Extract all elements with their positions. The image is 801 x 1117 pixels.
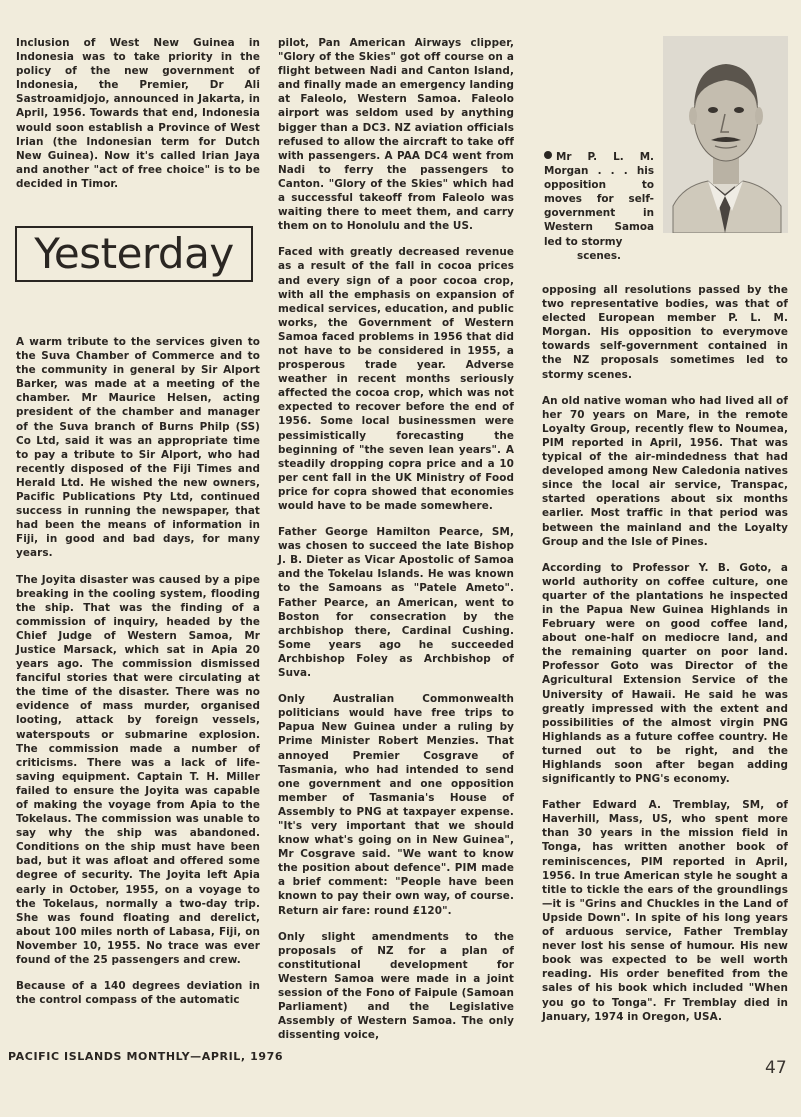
paragraph: Father George Hamilton Pearce, SM, was chosen to succeed the late Bishop J. B. Dieter as Vicar Apostolic of Samoa and the Tokelau Islands. He was known to the Samoans as "Patele Ameto". Father Pearce, an American, went to Boston for consecration by the archbishop there, Cardinal Cushing. Some years ago he succeeded Archbishop Foley as Archbishop of Suva. — [278, 526, 514, 680]
portrait-photo — [663, 36, 788, 233]
page-number: 47 — [765, 1058, 787, 1078]
paragraph: According to Professor Y. B. Goto, a world authority on coffee culture, one quarter of the plantations he inspected in the Papua New Guinea Highlands in February were on good coffee land, about one-half on mediocre land, and the remaining quarter on poor land. Professor Goto was Director of the Agricultural Extension Service of the University of Hawaii. He said he was greatly impressed with the extent and possibilities of the almost virgin PNG Highlands as a future coffee country. He turned out to be right, and the Highlands soon after began adding significantly to PNG's economy. — [542, 561, 788, 786]
paragraph: Faced with greatly decreased revenue as a result of the fall in cocoa prices and every sign of a poor cocoa crop, with all the emphasis on expansion of medical services, education, and public works, the Government of Western Samoa faced problems in 1956 that did not have to be considered in 1955, a prosperous trade year. Adverse weather in recent months seriously affected the cocoa crop, which was not expected to recover before the end of 1956. Some local businessmen were pessimistically forecasting the beginning of "the seven lean years". A steadily dropping copra price and a 10 per cent fall in the UK Ministry of Food price for copra showed that economies would have to be made somewhere. — [278, 246, 514, 512]
caption-text-end: scenes. — [577, 249, 621, 262]
column-3 — [542, 283, 788, 1036]
paragraph: An old native woman who had lived all of her 70 years on Mare, in the remote Loyalty Group, recently flew to Noumea, PIM reported in April, 1956. That was typical of the air-mindedness that had developed among New Caledonia natives since the local air service, Transpac, started operations about six months earlier. Most traffic in that period was between the mainland and the Loyalty Group and the Isle of Pines. — [542, 394, 788, 548]
paragraph: pilot, Pan American Airways clipper, "Glory of the Skies" got off course on a flight between Nadi and Canton Island, and finally made an emergency landing at Faleolo, Western Samoa. Faleolo airport was seldom used by anything bigger than a DC3. NZ aviation officials refused to allow the aircraft to take off with passengers. A PAA DC4 went from Nadi to ferry the passengers to Canton. "Glory of the Skies" which had a successful takeoff from Faleolo was waiting there to meet them, and carry them on to Honolulu and the US. — [278, 37, 514, 233]
paragraph: Inclusion of West New Guinea in Indonesia was to take priority in the policy of the new government of Indonesia, the Premier, Dr Ali Sastroamidjojo, announced in Jakarta, in April, 1956. Towards that end, Indonesia would soon establish a Province of West Irian (the Indonesian term for Dutch New Guinea). Now it's called Irian Jaya and another "act of free choice" is to be decided in Timor. — [16, 37, 260, 190]
section-title: Yesterday — [34, 229, 234, 278]
photo-caption — [544, 150, 654, 263]
paragraph: Only slight amendments to the proposals of NZ for a plan of constitutional development for Western Samoa were made in a joint session of the Fono of Faipule (Samoan Parliament) and the Legislative Assembly of Western Samoa. The only dissenting voice, — [278, 930, 514, 1042]
publication-footer: PACIFIC ISLANDS MONTHLY—APRIL, 1976 — [8, 1050, 284, 1063]
paragraph: Because of a 140 degrees deviation in the control compass of the automatic — [16, 980, 260, 1007]
column-1 — [16, 335, 260, 1019]
paragraph: Father Edward A. Tremblay, SM, of Haverhill, Mass, US, who spent more than 30 years in the mission field in Tonga, has written another book of reminiscences, PIM reported in April, 1956. In true American style he sought a title to tickle the ears of the groundlings—it is "Grins and Chuckles in the Land of Upside Down". In spite of his long years of arduous service, Father Tremblay never lost his sense of humour. His new book was expected to be well worth reading. His order benefited from the sales of his book which included "When you go to Tonga". Fr Tremblay died in January, 1974 in Oregon, USA. — [542, 799, 788, 1023]
paragraph: opposing all resolutions passed by the two representative bodies, was that of elected European member P. L. M. Morgan. His opposition to everymove towards self-government contained in the NZ proposals sometimes led to stormy scenes. — [542, 284, 788, 381]
article-west-new-guinea — [16, 36, 260, 203]
section-heading-box — [15, 226, 253, 282]
paragraph: Only Australian Commonwealth politicians would have free trips to Papua New Guinea under a ruling by Prime Minister Robert Menzies. That annoyed Premier Cosgrave of Tasmania, who had intended to send one government and one opposition member of Tasmania's House of Assembly to PNG at taxpayer expense. "It's very important that we should know what's going on in New Guinea", Mr Cosgrave said. "We want to know the position about defence". PIM made a brief comment: "People have been known to pay their own way, of course. Return air fare: round £120". — [278, 693, 514, 917]
paragraph: A warm tribute to the services given to the Suva Chamber of Commerce and to the community in general by Sir Alport Barker, was made at a meeting of the chamber. Mr Maurice Helsen, acting president of the chamber and manager of the Suva branch of Burns Philp (SS) Co Ltd, said it was an appropriate time to pay a tribute to Sir Alport, who had recently disposed of the Fiji Times and Herald Ltd. He wished the new owners, Pacific Publications Pty Ltd, continued success in running the newspaper, that had been the means of information in Fiji, in good and bad days, for many years. — [16, 336, 260, 560]
paragraph: The Joyita disaster was caused by a pipe breaking in the cooling system, flooding the ship. That was the finding of a commission of inquiry, headed by the Chief Judge of Western Samoa, Mr Justice Marsack, which sat in Apia 20 years ago. The commission dismissed fanciful stories that were circulating at the time of the disaster. There was no evidence of mass murder, organised looting, attack by foreign vessels, waterspouts or submarine explosion. The commission made a number of criticisms. There was a lack of life-saving equipment. Captain T. H. Miller failed to ensure the Joyita was capable of making the voyage from Apia to the Tokelaus. The commission was unable to say why the ship was abandoned. Conditions on the ship must have been bad, but it was afloat and offered some degree of security. The Joyita left Apia early in October, 1955, on a voyage to the Tokelaus, normally a two-day trip. She was found floating and derelict, about 100 miles north of Labasa, Fiji, on November 10, 1955. No trace was ever found of the 25 passengers and crew. — [16, 573, 260, 967]
bullet-icon — [544, 151, 552, 159]
caption-text: Mr P. L. M. Morgan . . . his opposition to moves for self-government in Western Samoa led to stormy — [544, 151, 654, 248]
man-portrait-icon — [663, 36, 788, 233]
column-2 — [278, 36, 514, 1054]
